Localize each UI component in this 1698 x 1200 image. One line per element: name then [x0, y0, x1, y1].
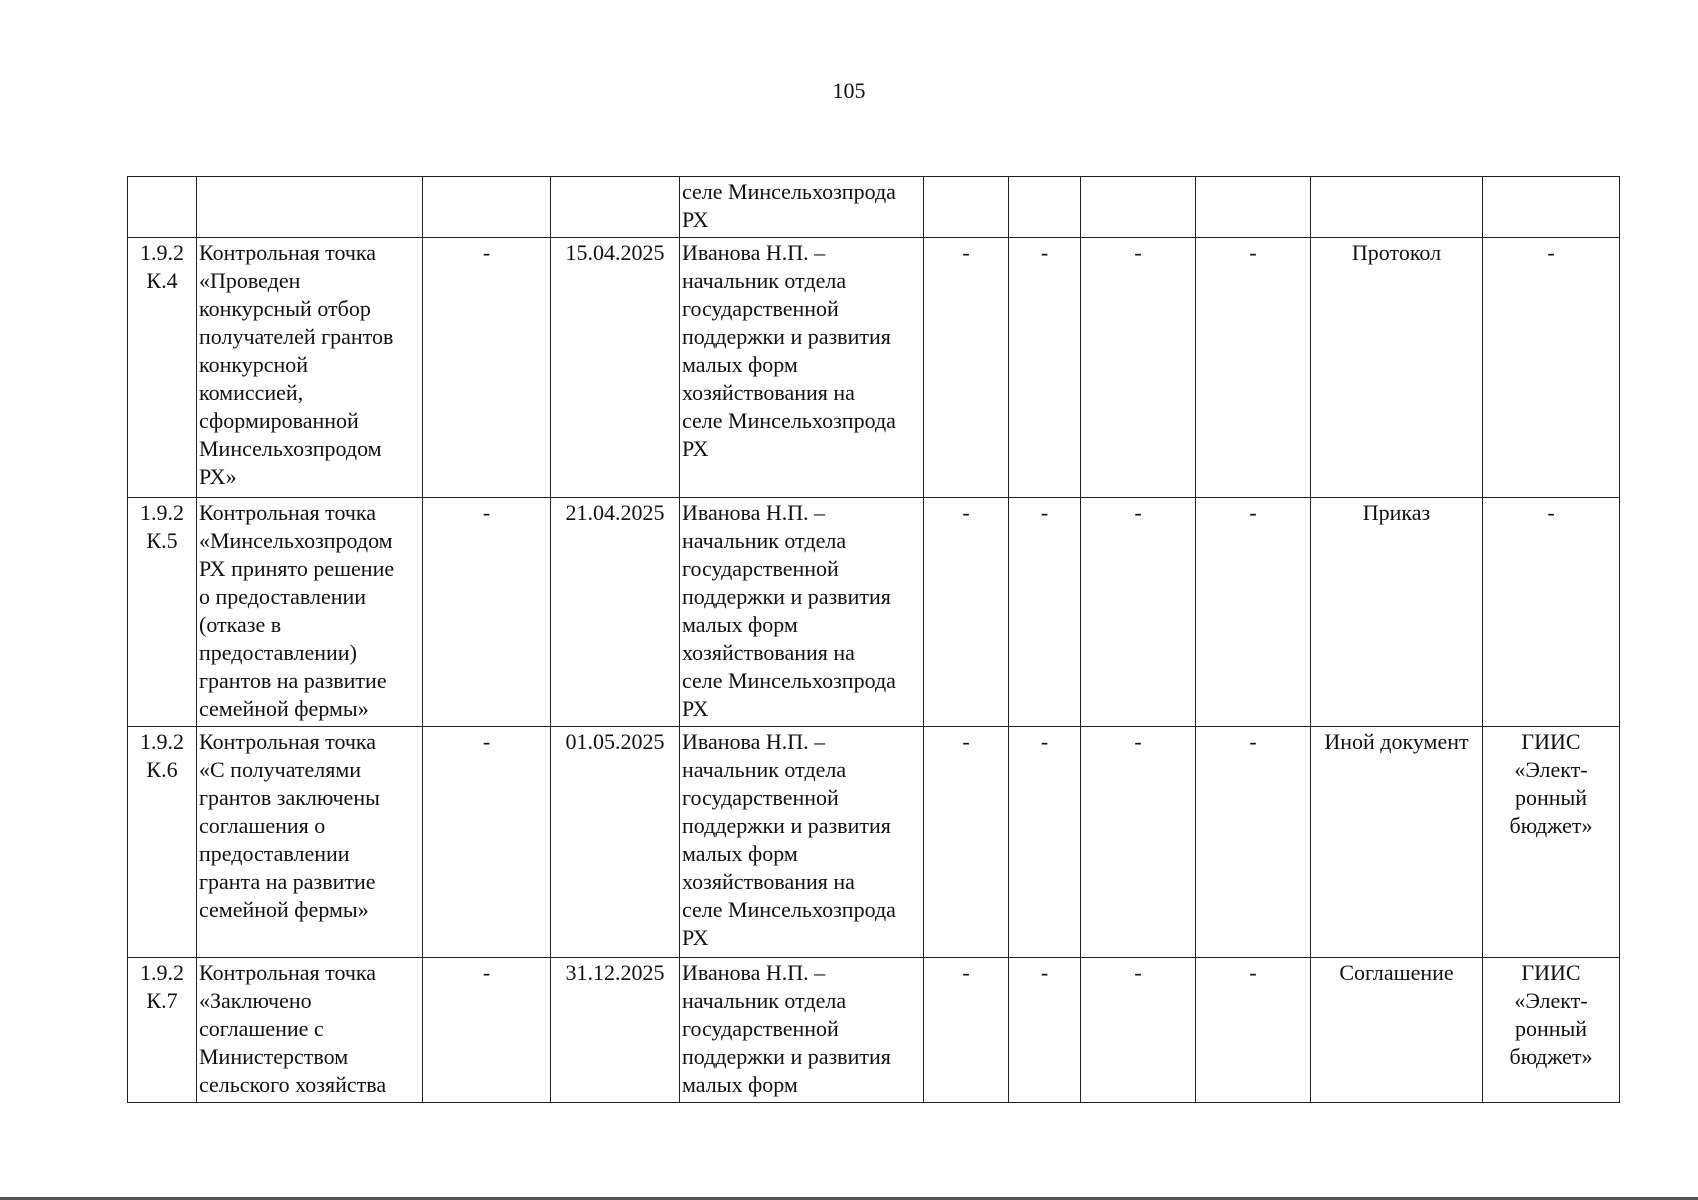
end-date-cell	[551, 177, 680, 238]
info-system-cell: ГИИС «Элект- ронный бюджет»	[1483, 958, 1620, 1103]
row-number-cell: 1.9.2 К.7	[128, 958, 197, 1103]
value-cell	[924, 177, 1009, 238]
value-cell: -	[1196, 727, 1311, 958]
end-date-cell: 01.05.2025	[551, 727, 680, 958]
responsible-cell: Иванова Н.П. – начальник отдела государственной поддержки и развития малых форм хозяйствования на селе Минсельхозпрода РХ	[680, 498, 924, 727]
value-cell: -	[924, 727, 1009, 958]
row-number-cell: 1.9.2 К.4	[128, 238, 197, 498]
document-type-cell	[1311, 177, 1483, 238]
row-number-cell	[128, 177, 197, 238]
value-cell: -	[1196, 498, 1311, 727]
responsible-cell: селе Минсельхозпрода РХ	[680, 177, 924, 238]
value-cell: -	[1009, 498, 1081, 727]
value-cell	[1081, 177, 1196, 238]
value-cell: -	[1081, 958, 1196, 1103]
value-cell: -	[1196, 958, 1311, 1103]
table-row	[128, 238, 1620, 498]
row-number-cell: 1.9.2 К.6	[128, 727, 197, 958]
end-date-cell: 31.12.2025	[551, 958, 680, 1103]
responsible-cell: Иванова Н.П. – начальник отдела государственной поддержки и развития малых форм хозяйствования на селе Минсельхозпрода РХ	[680, 727, 924, 958]
value-cell: -	[1081, 727, 1196, 958]
page-number: 105	[832, 78, 866, 103]
start-date-cell: -	[423, 727, 551, 958]
document-type-cell: Приказ	[1311, 498, 1483, 727]
info-system-cell: -	[1483, 238, 1620, 498]
table-row	[128, 727, 1620, 958]
event-name-cell: Контрольная точка «Проведен конкурсный отбор получателей грантов конкурсной комиссией, сформированной Минсельхозпродом РХ»	[197, 238, 423, 498]
document-type-cell: Протокол	[1311, 238, 1483, 498]
value-cell: -	[1009, 727, 1081, 958]
event-name-cell: Контрольная точка «Минсельхозпродом РХ принято решение о предоставлении (отказе в предоставлении) грантов на развитие семейной фермы»	[197, 498, 423, 727]
value-cell: -	[1009, 238, 1081, 498]
end-date-cell: 21.04.2025	[551, 498, 680, 727]
value-cell: -	[924, 958, 1009, 1103]
value-cell: -	[924, 498, 1009, 727]
row-number-cell: 1.9.2 К.5	[128, 498, 197, 727]
event-name-cell: Контрольная точка «Заключено соглашение с Министерством сельского хозяйства	[197, 958, 423, 1103]
value-cell: -	[1009, 958, 1081, 1103]
event-name-cell: Контрольная точка «С получателями грантов заключены соглашения о предоставлении гранта на развитие семейной фермы»	[197, 727, 423, 958]
event-name-cell	[197, 177, 423, 238]
info-system-cell: ГИИС «Элект- ронный бюджет»	[1483, 727, 1620, 958]
info-system-cell	[1483, 177, 1620, 238]
responsible-cell: Иванова Н.П. – начальник отдела государственной поддержки и развития малых форм хозяйствования на селе Минсельхозпрода РХ	[680, 238, 924, 498]
start-date-cell: -	[423, 238, 551, 498]
value-cell: -	[1081, 238, 1196, 498]
table-row	[128, 498, 1620, 727]
end-date-cell: 15.04.2025	[551, 238, 680, 498]
start-date-cell	[423, 177, 551, 238]
responsible-cell: Иванова Н.П. – начальник отдела государственной поддержки и развития малых форм	[680, 958, 924, 1103]
start-date-cell: -	[423, 958, 551, 1103]
plan-table	[127, 176, 1620, 1103]
value-cell	[1196, 177, 1311, 238]
value-cell: -	[1081, 498, 1196, 727]
info-system-cell: -	[1483, 498, 1620, 727]
value-cell: -	[924, 238, 1009, 498]
start-date-cell: -	[423, 498, 551, 727]
value-cell	[1009, 177, 1081, 238]
table-row	[128, 177, 1620, 238]
table-row	[128, 958, 1620, 1103]
document-type-cell: Иной документ	[1311, 727, 1483, 958]
document-type-cell: Соглашение	[1311, 958, 1483, 1103]
value-cell: -	[1196, 238, 1311, 498]
